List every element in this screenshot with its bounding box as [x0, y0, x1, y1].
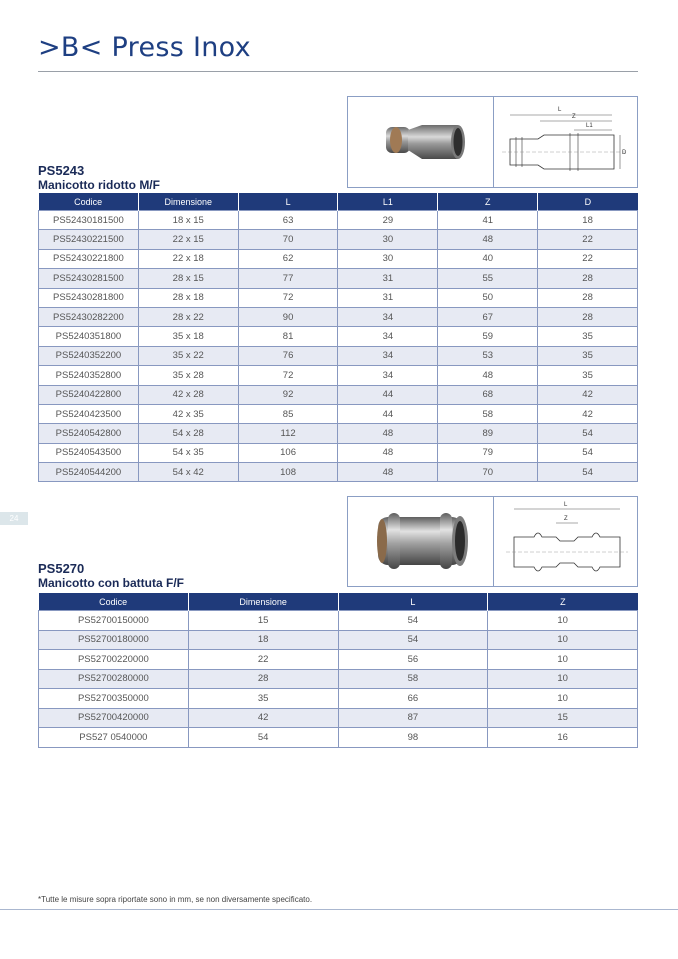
dim-label-D: D — [622, 150, 627, 156]
table-cell: 44 — [338, 404, 438, 423]
table-cell: 35 — [538, 366, 638, 385]
dim-label-L1: L1 — [586, 123, 593, 129]
footnote: *Tutte le misure sopra riportate sono in mm, se non diversamente specificato. — [38, 895, 313, 904]
table-row — [39, 269, 638, 288]
technical-drawing-ps5270 — [493, 496, 638, 587]
table-cell: 16 — [488, 728, 638, 748]
table-cell: 106 — [238, 443, 338, 462]
column-header: L1 — [338, 193, 438, 211]
table-row — [39, 385, 638, 404]
table-cell: PS52700280000 — [39, 669, 189, 689]
table-row — [39, 650, 638, 670]
table-cell: 50 — [438, 288, 538, 307]
title-divider — [38, 71, 638, 72]
table-row — [39, 443, 638, 462]
table-cell: 54 — [538, 443, 638, 462]
technical-drawing-ps5243 — [493, 96, 638, 188]
table-cell: 112 — [238, 424, 338, 443]
table-cell: 54 — [338, 630, 488, 650]
table-cell: 40 — [438, 249, 538, 268]
footer-divider — [0, 909, 678, 910]
table-cell: 10 — [488, 689, 638, 709]
table-cell: 53 — [438, 346, 538, 365]
dim-label-Z: Z — [564, 516, 568, 522]
table-cell: 42 — [538, 385, 638, 404]
table-cell: 54 — [538, 463, 638, 482]
table-cell: PS52700420000 — [39, 708, 189, 728]
table-cell: 72 — [238, 366, 338, 385]
table-cell: 35 — [538, 327, 638, 346]
table-row — [39, 327, 638, 346]
table-cell: 35 x 28 — [138, 366, 238, 385]
table-row — [39, 307, 638, 326]
table-cell: 28 x 15 — [138, 269, 238, 288]
table-cell: 77 — [238, 269, 338, 288]
table-cell: 18 x 15 — [138, 211, 238, 230]
table-cell: 55 — [438, 269, 538, 288]
table-cell: 58 — [438, 404, 538, 423]
table-cell: 22 x 15 — [138, 230, 238, 249]
table-cell: PS52430181500 — [39, 211, 139, 230]
table-cell: 44 — [338, 385, 438, 404]
table-cell: 42 x 28 — [138, 385, 238, 404]
table-cell: PS5240351800 — [39, 327, 139, 346]
table-cell: 72 — [238, 288, 338, 307]
page-title: >B< Press Inox — [38, 32, 251, 63]
table-cell: 81 — [238, 327, 338, 346]
table-cell: 42 — [538, 404, 638, 423]
table-cell: 48 — [438, 230, 538, 249]
table-cell: 87 — [338, 708, 488, 728]
table-cell: 10 — [488, 650, 638, 670]
table-cell: 28 x 22 — [138, 307, 238, 326]
table-cell: 18 — [188, 630, 338, 650]
table-cell: 85 — [238, 404, 338, 423]
table-row — [39, 611, 638, 631]
table-cell: 54 — [538, 424, 638, 443]
table-cell: 48 — [338, 424, 438, 443]
table-cell: 54 x 42 — [138, 463, 238, 482]
table-cell: 76 — [238, 346, 338, 365]
table-cell: 54 x 35 — [138, 443, 238, 462]
table-row — [39, 346, 638, 365]
table-cell: 10 — [488, 630, 638, 650]
table-row — [39, 211, 638, 230]
table-cell: PS5240544200 — [39, 463, 139, 482]
dim-label-Z: Z — [572, 114, 576, 120]
table-cell: 54 — [188, 728, 338, 748]
table-cell: PS5240352800 — [39, 366, 139, 385]
table-cell: PS52700150000 — [39, 611, 189, 631]
table-cell: 10 — [488, 669, 638, 689]
table-row — [39, 230, 638, 249]
table-cell: PS52430221500 — [39, 230, 139, 249]
table-cell: 31 — [338, 269, 438, 288]
table-cell: 62 — [238, 249, 338, 268]
table-cell: 29 — [338, 211, 438, 230]
table-cell: 28 x 18 — [138, 288, 238, 307]
table-cell: 28 — [538, 288, 638, 307]
table-cell: 28 — [188, 669, 338, 689]
table-cell: PS52430282200 — [39, 307, 139, 326]
product-table-ps5270 — [38, 593, 638, 748]
column-header: L — [238, 193, 338, 211]
table-cell: 48 — [438, 366, 538, 385]
table-cell: 66 — [338, 689, 488, 709]
table-cell: 28 — [538, 307, 638, 326]
table-cell: 48 — [338, 443, 438, 462]
table-cell: 28 — [538, 269, 638, 288]
table-header-row — [39, 193, 638, 211]
product-photo-ps5270 — [347, 496, 494, 587]
table-cell: 70 — [238, 230, 338, 249]
table-cell: 22 — [538, 249, 638, 268]
product-table-ps5243 — [38, 193, 638, 482]
table-cell: 35 x 18 — [138, 327, 238, 346]
table-cell: 15 — [488, 708, 638, 728]
table-cell: 48 — [338, 463, 438, 482]
table-cell: 18 — [538, 211, 638, 230]
table-cell: PS52430221800 — [39, 249, 139, 268]
table-row — [39, 463, 638, 482]
table-cell: 54 — [338, 611, 488, 631]
table-cell: PS527 0540000 — [39, 728, 189, 748]
table-cell: PS5240542800 — [39, 424, 139, 443]
table-cell: 63 — [238, 211, 338, 230]
table-cell: PS5240423500 — [39, 404, 139, 423]
table-cell: 35 — [188, 689, 338, 709]
table-cell: 54 x 28 — [138, 424, 238, 443]
table-cell: 41 — [438, 211, 538, 230]
table-cell: PS52430281500 — [39, 269, 139, 288]
table-cell: 34 — [338, 307, 438, 326]
table-cell: 31 — [338, 288, 438, 307]
table-cell: 79 — [438, 443, 538, 462]
column-header: Dimensione — [138, 193, 238, 211]
table-row — [39, 689, 638, 709]
column-header: Dimensione — [188, 593, 338, 611]
table-cell: 22 — [188, 650, 338, 670]
table-cell: 70 — [438, 463, 538, 482]
table-cell: 35 x 22 — [138, 346, 238, 365]
product-code-ps5243: PS5243 — [38, 163, 85, 178]
table-header-row — [39, 593, 638, 611]
product-name-ps5270: Manicotto con battuta F/F — [38, 576, 184, 590]
column-header: Codice — [39, 193, 139, 211]
table-row — [39, 404, 638, 423]
table-cell: 30 — [338, 230, 438, 249]
column-header: D — [538, 193, 638, 211]
table-cell: 42 x 35 — [138, 404, 238, 423]
table-cell: 67 — [438, 307, 538, 326]
table-cell: 92 — [238, 385, 338, 404]
table-row — [39, 249, 638, 268]
product-name-ps5243: Manicotto ridotto M/F — [38, 178, 160, 192]
table-cell: PS52430281800 — [39, 288, 139, 307]
table-row — [39, 728, 638, 748]
table-cell: 22 x 18 — [138, 249, 238, 268]
table-cell: 90 — [238, 307, 338, 326]
column-header: Z — [488, 593, 638, 611]
table-row — [39, 708, 638, 728]
table-cell: PS52700180000 — [39, 630, 189, 650]
product-photo-ps5243 — [347, 96, 494, 188]
table-cell: PS5240543500 — [39, 443, 139, 462]
table-cell: PS52700350000 — [39, 689, 189, 709]
table-cell: 34 — [338, 366, 438, 385]
table-row — [39, 424, 638, 443]
table-cell: 56 — [338, 650, 488, 670]
product-code-ps5270: PS5270 — [38, 561, 85, 576]
table-row — [39, 669, 638, 689]
table-cell: PS52700220000 — [39, 650, 189, 670]
table-cell: 34 — [338, 346, 438, 365]
table-cell: 108 — [238, 463, 338, 482]
table-row — [39, 630, 638, 650]
page-number-tab: 24 — [0, 512, 28, 525]
column-header: L — [338, 593, 488, 611]
table-cell: 42 — [188, 708, 338, 728]
dim-label-L: L — [564, 502, 568, 508]
table-row — [39, 288, 638, 307]
table-cell: 34 — [338, 327, 438, 346]
table-cell: 22 — [538, 230, 638, 249]
table-cell: 35 — [538, 346, 638, 365]
table-cell: 98 — [338, 728, 488, 748]
table-cell: 15 — [188, 611, 338, 631]
table-cell: 68 — [438, 385, 538, 404]
table-cell: 58 — [338, 669, 488, 689]
table-cell: 59 — [438, 327, 538, 346]
dim-label-L: L — [558, 107, 562, 113]
table-cell: 30 — [338, 249, 438, 268]
column-header: Z — [438, 193, 538, 211]
table-cell: PS5240352200 — [39, 346, 139, 365]
table-cell: 10 — [488, 611, 638, 631]
table-cell: 89 — [438, 424, 538, 443]
column-header: Codice — [39, 593, 189, 611]
table-row — [39, 366, 638, 385]
table-cell: PS5240422800 — [39, 385, 139, 404]
